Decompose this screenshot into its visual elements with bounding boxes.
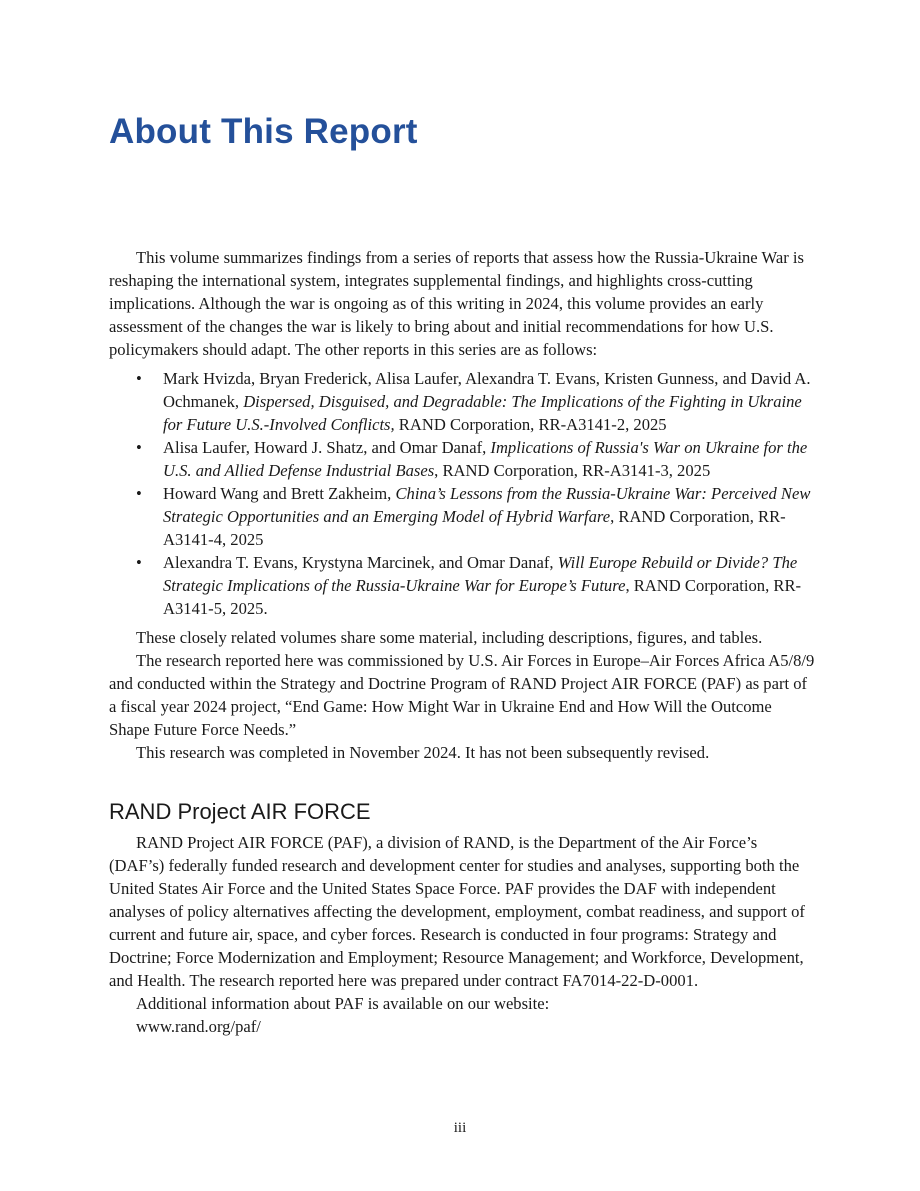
report-citation: , RAND Corporation, RR-A3141-4, 2025 (163, 507, 786, 549)
page-number: iii (453, 1120, 467, 1136)
paf-website-link[interactable]: www.rand.org/paf/ (136, 1017, 261, 1036)
report-authors: Alexandra T. Evans, Krystyna Marcinek, and Omar Danaf, (163, 553, 558, 572)
report-body (109, 246, 815, 1038)
intro-paragraph: This volume summarizes findings from a series of reports that assess how the Russia-Ukraine War is reshaping the international system, integrates supplemental findings, and highlights cross-cutting implications. Although the war is ongoing as of this writing in 2024, this volume provides an early assessment of the changes the war is likely to bring about and initial recommendations for how U.S. policymakers should adapt. The other reports in this series are as follows: (109, 248, 804, 359)
paf-description: RAND Project AIR FORCE (PAF), a division of RAND, is the Department of the Air Force’s (DAF’s) federally funded research and development center for studies and analyses, supporting both the United States Air Force and the United States Space Force. PAF provides the DAF with independent analyses of policy alternatives affecting the development, employment, combat readiness, and support of current and future air, space, and cyber forces. Research is conducted in four programs: Strategy and Doctrine; Force Modernization and Employment; Resource Management; and Workforce, Development, and Health. The research reported here was prepared under contract FA7014-22-D-0001. (109, 833, 805, 990)
report-title: Implications of Russia's War on Ukraine for the U.S. and Allied Defense Industrial Bases (163, 438, 808, 480)
commission-paragraph: The research reported here was commissioned by U.S. Air Forces in Europe–Air Forces Africa A5/8/9 and conducted within the Strategy and Doctrine Program of RAND Project AIR FORCE (PAF) as part of a fiscal year 2024 project, “End Game: How Might War in Ukraine End and How Will the Outcome Shape Future Force Needs.” (109, 651, 815, 739)
report-citation: , RAND Corporation, RR-A3141-5, 2025. (163, 576, 802, 618)
completion-paragraph: This research was completed in November 2024. It has not been subsequently revised. (136, 743, 710, 762)
report-authors: Howard Wang and Brett Zakheim, (163, 484, 396, 503)
report-title: Will Europe Rebuild or Divide? The Strategic Implications of the Russia-Ukraine War for Europe’s Future (163, 553, 798, 595)
paf-info: Additional information about PAF is available on our website: (136, 994, 550, 1013)
report-authors: Mark Hvizda, Bryan Frederick, Alisa Laufer, Alexandra T. Evans, Kristen Gunness, and David A. Ochmanek, (163, 369, 811, 411)
report-title: China’s Lessons from the Russia-Ukraine War: Perceived New Strategic Opportunities and an Emerging Model of Hybrid Warfare (163, 484, 811, 526)
list-item (163, 367, 815, 436)
list-item (163, 482, 815, 551)
page-title: About This Report (109, 112, 418, 151)
list-item (163, 551, 815, 620)
report-citation: , RAND Corporation, RR-A3141-3, 2025 (434, 461, 711, 480)
list-item (163, 436, 815, 482)
related-volumes-paragraph: These closely related volumes share some material, including descriptions, figures, and tables. (136, 628, 763, 647)
report-title: Dispersed, Disguised, and Degradable: The Implications of the Fighting in Ukraine for Future U.S.-Involved Conflicts, (163, 392, 802, 434)
report-series-list (109, 367, 815, 620)
report-citation: RAND Corporation, RR-A3141-2, 2025 (394, 415, 667, 434)
report-authors: Alisa Laufer, Howard J. Shatz, and Omar Danaf, (163, 438, 491, 457)
paf-heading: RAND Project AIR FORCE (109, 799, 371, 824)
